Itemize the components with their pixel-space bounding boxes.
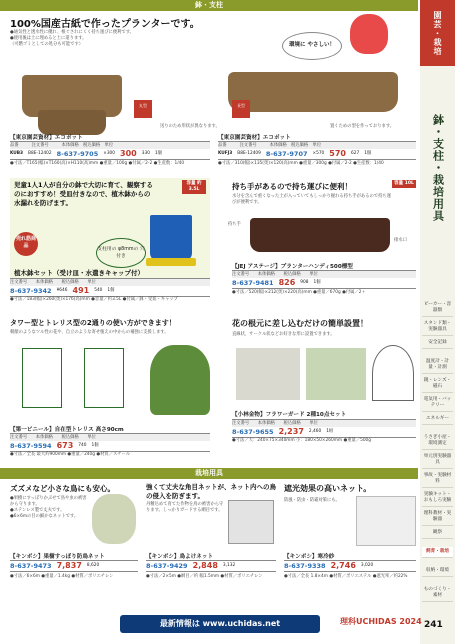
p5-desc: 直線状、サークル状などお好きな形に設置できます。 — [232, 332, 335, 337]
p6-table — [10, 560, 138, 572]
order-code: 8-637-9481 — [232, 279, 274, 287]
p3-spec: ●寸法／520(幅)×212(奥)×220(高)mm ●重量／670g ●付属／2ヶ — [232, 290, 366, 295]
table-row — [232, 278, 416, 288]
order-code: 8-637-9594 — [10, 442, 52, 450]
size-badge: 丸型 — [134, 100, 152, 118]
sidebar-item[interactable]: ビーカー・容器類 — [422, 300, 453, 317]
sidebar-item[interactable]: 温度計・計量・計測 — [422, 357, 453, 374]
p8-title: 遮光効果の高いネット。 — [284, 484, 372, 493]
sidebar-item[interactable]: 電気用・バッテリー — [422, 395, 453, 412]
p1-right-brand: 【東京園芸資材】エコポット — [218, 135, 291, 141]
price: 2,237 — [278, 427, 304, 436]
p4-title: タワー型とトレリス型の2通りの使い方ができます！ — [10, 319, 176, 327]
footer-banner[interactable]: 最新情報は www.uchidas.net — [120, 615, 320, 633]
sku: B8E-12409 — [237, 151, 261, 156]
p7-title: 強くて丈夫な角目ネットが、ネット内への鳥の侵入を防ぎます。 — [146, 483, 276, 500]
p4-desc: 朝顔のようなツル性の花や、自立のような寄せ植えの中からの補強に支援します。 — [10, 330, 169, 335]
net-photo — [92, 494, 136, 544]
table-header: 注文番号 本体価格 税込価格 単位 — [10, 279, 210, 286]
p5-spec: ●寸法／大：240×75×340mm 小：180×50×260mm ●重量／500g — [232, 438, 372, 443]
table-row — [218, 149, 416, 159]
price: 826 — [278, 278, 296, 287]
section-header-top: 鉢・支柱 — [0, 0, 418, 11]
order-code: 8-637-9705 — [56, 150, 99, 158]
price: 570 — [329, 149, 346, 158]
sidebar-item[interactable]: 飼育・栽培 — [422, 547, 453, 558]
list-price: ×570 — [312, 151, 325, 156]
bird-net-photo — [228, 500, 274, 544]
price: 491 — [72, 286, 90, 295]
size-badge: 長型 — [232, 100, 250, 118]
table-row — [284, 561, 416, 571]
p8-brand: 【キンボシ】寒冷紗 — [284, 554, 335, 560]
p6-brand: 【キンボシ】果樹すっぽり防鳥ネット — [10, 554, 105, 560]
sidebar-item[interactable]: 収納・環境 — [422, 566, 453, 577]
unit: 1組 — [326, 429, 334, 434]
p3-brand: 【JEJ アステージ】プランターハンディ500標型 — [232, 264, 353, 270]
table-header: 注文番号 本体価格 税込価格 単位 — [232, 271, 416, 278]
sidebar-item[interactable]: ものづくり・素材 — [422, 585, 453, 602]
handle-label: 持ち手 — [228, 222, 241, 227]
sidebar-item[interactable]: うさぎ小屋・環境測定 — [422, 433, 453, 450]
p1-bullet: ●通気性と透水性に優れ、根ぐされにくく持ち運びに便利です。 — [10, 30, 134, 35]
table-header: 品番 注文番号 本体価格 税込価格 単位 — [10, 142, 210, 149]
unit: 1個 — [154, 151, 162, 156]
table-header: 品番 注文番号 本体価格 税込価格 単位 — [218, 142, 416, 149]
saucer-image — [146, 258, 196, 266]
capacity-badge: 容量 10L — [392, 180, 416, 188]
p1-bullet: （可燃ゴミとしての処分も可能です） — [10, 42, 84, 47]
p8-desc: 防風・防虫・防霜対策にも。 — [284, 498, 340, 503]
p3-table — [232, 270, 416, 289]
speech-bubble: 環境に やさしい！ — [282, 32, 342, 60]
p4-brand: 【第一ビニール】自在型トレリス 高さ90cm — [10, 427, 124, 433]
price: 2,848 — [192, 561, 218, 570]
p1-note: 送りのため形状が異なります。 — [160, 124, 220, 129]
p1-bullets — [10, 30, 270, 48]
unit: 1個 — [364, 151, 372, 156]
sidebar-top-category: 園芸・栽培 — [420, 0, 455, 66]
sidebar — [420, 0, 455, 644]
table-row — [146, 561, 276, 571]
mascot-image — [350, 14, 388, 54]
order-code: 8-637-9473 — [10, 562, 52, 570]
tax-price: 3,020 — [360, 563, 374, 568]
p1-left-table — [10, 141, 210, 160]
flower-guard-photo-2 — [306, 348, 366, 400]
flower-guard-image — [372, 345, 414, 401]
table-header: 注文番号 本体価格 税込価格 単位 — [10, 434, 210, 441]
bestseller-flag: 売れ筋商品 — [14, 232, 38, 256]
p5-title: 花の根元に差し込むだけの簡単設置！ — [232, 319, 368, 328]
p6-title: ズズメなど小さな鳥にも安心。 — [10, 484, 115, 493]
p1-bullet: ●使用後は土に埋めると土に還ります。 — [10, 36, 87, 41]
price: 673 — [56, 441, 74, 450]
sku: B8E-12402 — [28, 151, 52, 156]
p6-bullets — [10, 496, 90, 520]
sidebar-item[interactable]: スタンド類・実験器具 — [422, 319, 453, 336]
order-code: 8-637-9707 — [265, 150, 308, 158]
tax-price: 8,620 — [86, 563, 100, 568]
sidebar-section-title: 鉢・支柱・栽培用具 — [431, 114, 445, 222]
p1-right-table — [218, 141, 416, 160]
table-header: 注文番号 本体価格 税込価格 単位 — [232, 420, 416, 427]
list-price: ×300 — [103, 151, 116, 156]
p1-right-spec: ●寸法／310(幅)×135(奥)×120(高)mm ●重量／300g ●付属／2-2 ●生産数：1/40 — [218, 161, 384, 166]
p5-table — [232, 419, 416, 438]
table-row — [10, 441, 210, 451]
p1-note: 置くための型を作っております。 — [330, 124, 395, 129]
price: 300 — [120, 149, 137, 158]
trellis-flat-image — [84, 348, 124, 408]
model: KUB3 — [10, 151, 24, 156]
p6-spec: ●寸法／6×6m ●重量／1.4kg ●材質／ポリエチレン — [10, 574, 114, 579]
p3-title: 持ち手があるので持ち運びに便利！ — [232, 182, 352, 191]
p6-bullet: ●ステンレス製で丈夫です。 — [10, 508, 65, 513]
p7-table — [146, 560, 276, 572]
sidebar-item[interactable]: 鏡・レンズ・磁石 — [422, 376, 453, 393]
order-code: 8-637-9429 — [146, 562, 188, 570]
list-price: ¥646 — [56, 288, 68, 293]
sidebar-item[interactable]: 事故・実験材料 — [422, 471, 453, 488]
p6-bullet: ●6×6mの目の細かなネットです。 — [10, 514, 79, 519]
sidebar-item[interactable]: エネルギー — [422, 414, 453, 425]
flower-guard-photo-1 — [236, 348, 300, 400]
catalog-logo: 理科UCHIDAS 2024 — [340, 617, 422, 626]
trellis-tower-image — [22, 348, 62, 408]
sidebar-item[interactable]: 実験キット・おもしろ実験 — [422, 490, 453, 507]
tax-price: 330 — [141, 151, 150, 156]
tax-price: 908 — [300, 280, 309, 285]
capacity-badge: 容量 約3.5L — [182, 180, 206, 194]
p1-left-brand: 【東京園芸資材】エコポット — [10, 135, 83, 141]
p1-title: 100%国産古紙で作ったプランターです。 — [10, 19, 200, 30]
order-code: 8-637-9342 — [10, 287, 52, 295]
sidebar-item[interactable]: 理科教材・実験器 — [422, 509, 453, 526]
p2-product-name: 植木鉢セット（受け皿・水遣きキャップ付） — [14, 269, 144, 277]
sidebar-item[interactable]: 安全記録 — [422, 338, 453, 349]
section-header-mid: 栽培用具 — [0, 468, 418, 479]
tax-price: 3,132 — [222, 563, 236, 568]
p2-title: 児童1人1人が自分の鉢で大切に育て、観察するのにおすすめ！受皿付きなので、植木鉢からの水漏れを防げます。 — [14, 181, 153, 207]
price: 7,837 — [56, 561, 82, 570]
model: KUFJ3 — [218, 151, 233, 156]
unit: 1個 — [313, 280, 321, 285]
eco-pot-round-base — [38, 110, 106, 135]
table-row — [10, 286, 210, 296]
eco-pot-long-image — [228, 72, 398, 112]
p5-brand: 【小林金物】フラワーガード 2種10点セット — [232, 412, 347, 418]
p3-desc: 水分を含んで重くなった土が入っていてもしっかり握れる持ち手があるので持ち運びが便利です。 — [232, 194, 391, 205]
table-row — [10, 149, 210, 159]
p8-table — [284, 560, 416, 572]
unit: 1個 — [107, 288, 115, 293]
page-number: 241 — [424, 620, 443, 630]
plant-trellis-photo — [150, 345, 210, 415]
order-code: 8-637-9338 — [284, 562, 326, 570]
tax-price: 540 — [94, 288, 103, 293]
p4-table — [10, 433, 210, 452]
unit: 1個 — [91, 443, 99, 448]
tax-price: 740 — [78, 443, 87, 448]
p2-table — [10, 278, 210, 297]
blue-pot-image — [150, 215, 192, 261]
p6-bullet: ●果樹にすっぽりかぶせて鳥や虫の被害から守ります。 — [10, 496, 87, 507]
sidebar-item[interactable]: 単元別実験器具 — [422, 452, 453, 469]
p7-spec: ●寸法／2×5m ●網目／約 幅1.5mm ●材質／ポリエチレン — [146, 574, 263, 579]
drain-label: 排水口 — [394, 238, 407, 243]
price: 2,746 — [330, 561, 356, 570]
shade-net-photo — [356, 496, 416, 546]
p1-left-spec: ●寸法／T165(幅)×T160(高)×H110(高)mm ●重量／100g ●付属／2-2 ●生産数：1/40 — [10, 161, 185, 166]
p8-spec: ●寸法／全長 1.8×4m ●材質／ポリエステル ●遮光率／約22% — [284, 574, 408, 579]
callout-bubble: 支柱用の φ8mmの 穴付き — [96, 238, 146, 268]
tax-price: 2,460 — [308, 429, 322, 434]
p4-spec: ●寸法／全長 最大約900mm ●重量／240g ●材質／スチール — [10, 452, 131, 457]
table-row — [10, 561, 138, 571]
order-code: 8-637-9655 — [232, 428, 274, 436]
tax-price: 627 — [351, 151, 360, 156]
table-row — [232, 427, 416, 437]
handy-planter-image — [250, 218, 390, 252]
p2-spec: ●寸法／183(幅)×260(奥)×176(高)mm ●容量／約3.5L ●付属／鉢・受皿・キャップ — [10, 297, 178, 302]
p7-desc: 丹精込めて育てた作物を鳥の被害から守ります。しっかりガードする網目です。 — [146, 502, 224, 513]
sidebar-item[interactable]: 観察 — [422, 528, 453, 539]
p7-brand: 【キンボシ】鳥よけネット — [146, 554, 214, 560]
